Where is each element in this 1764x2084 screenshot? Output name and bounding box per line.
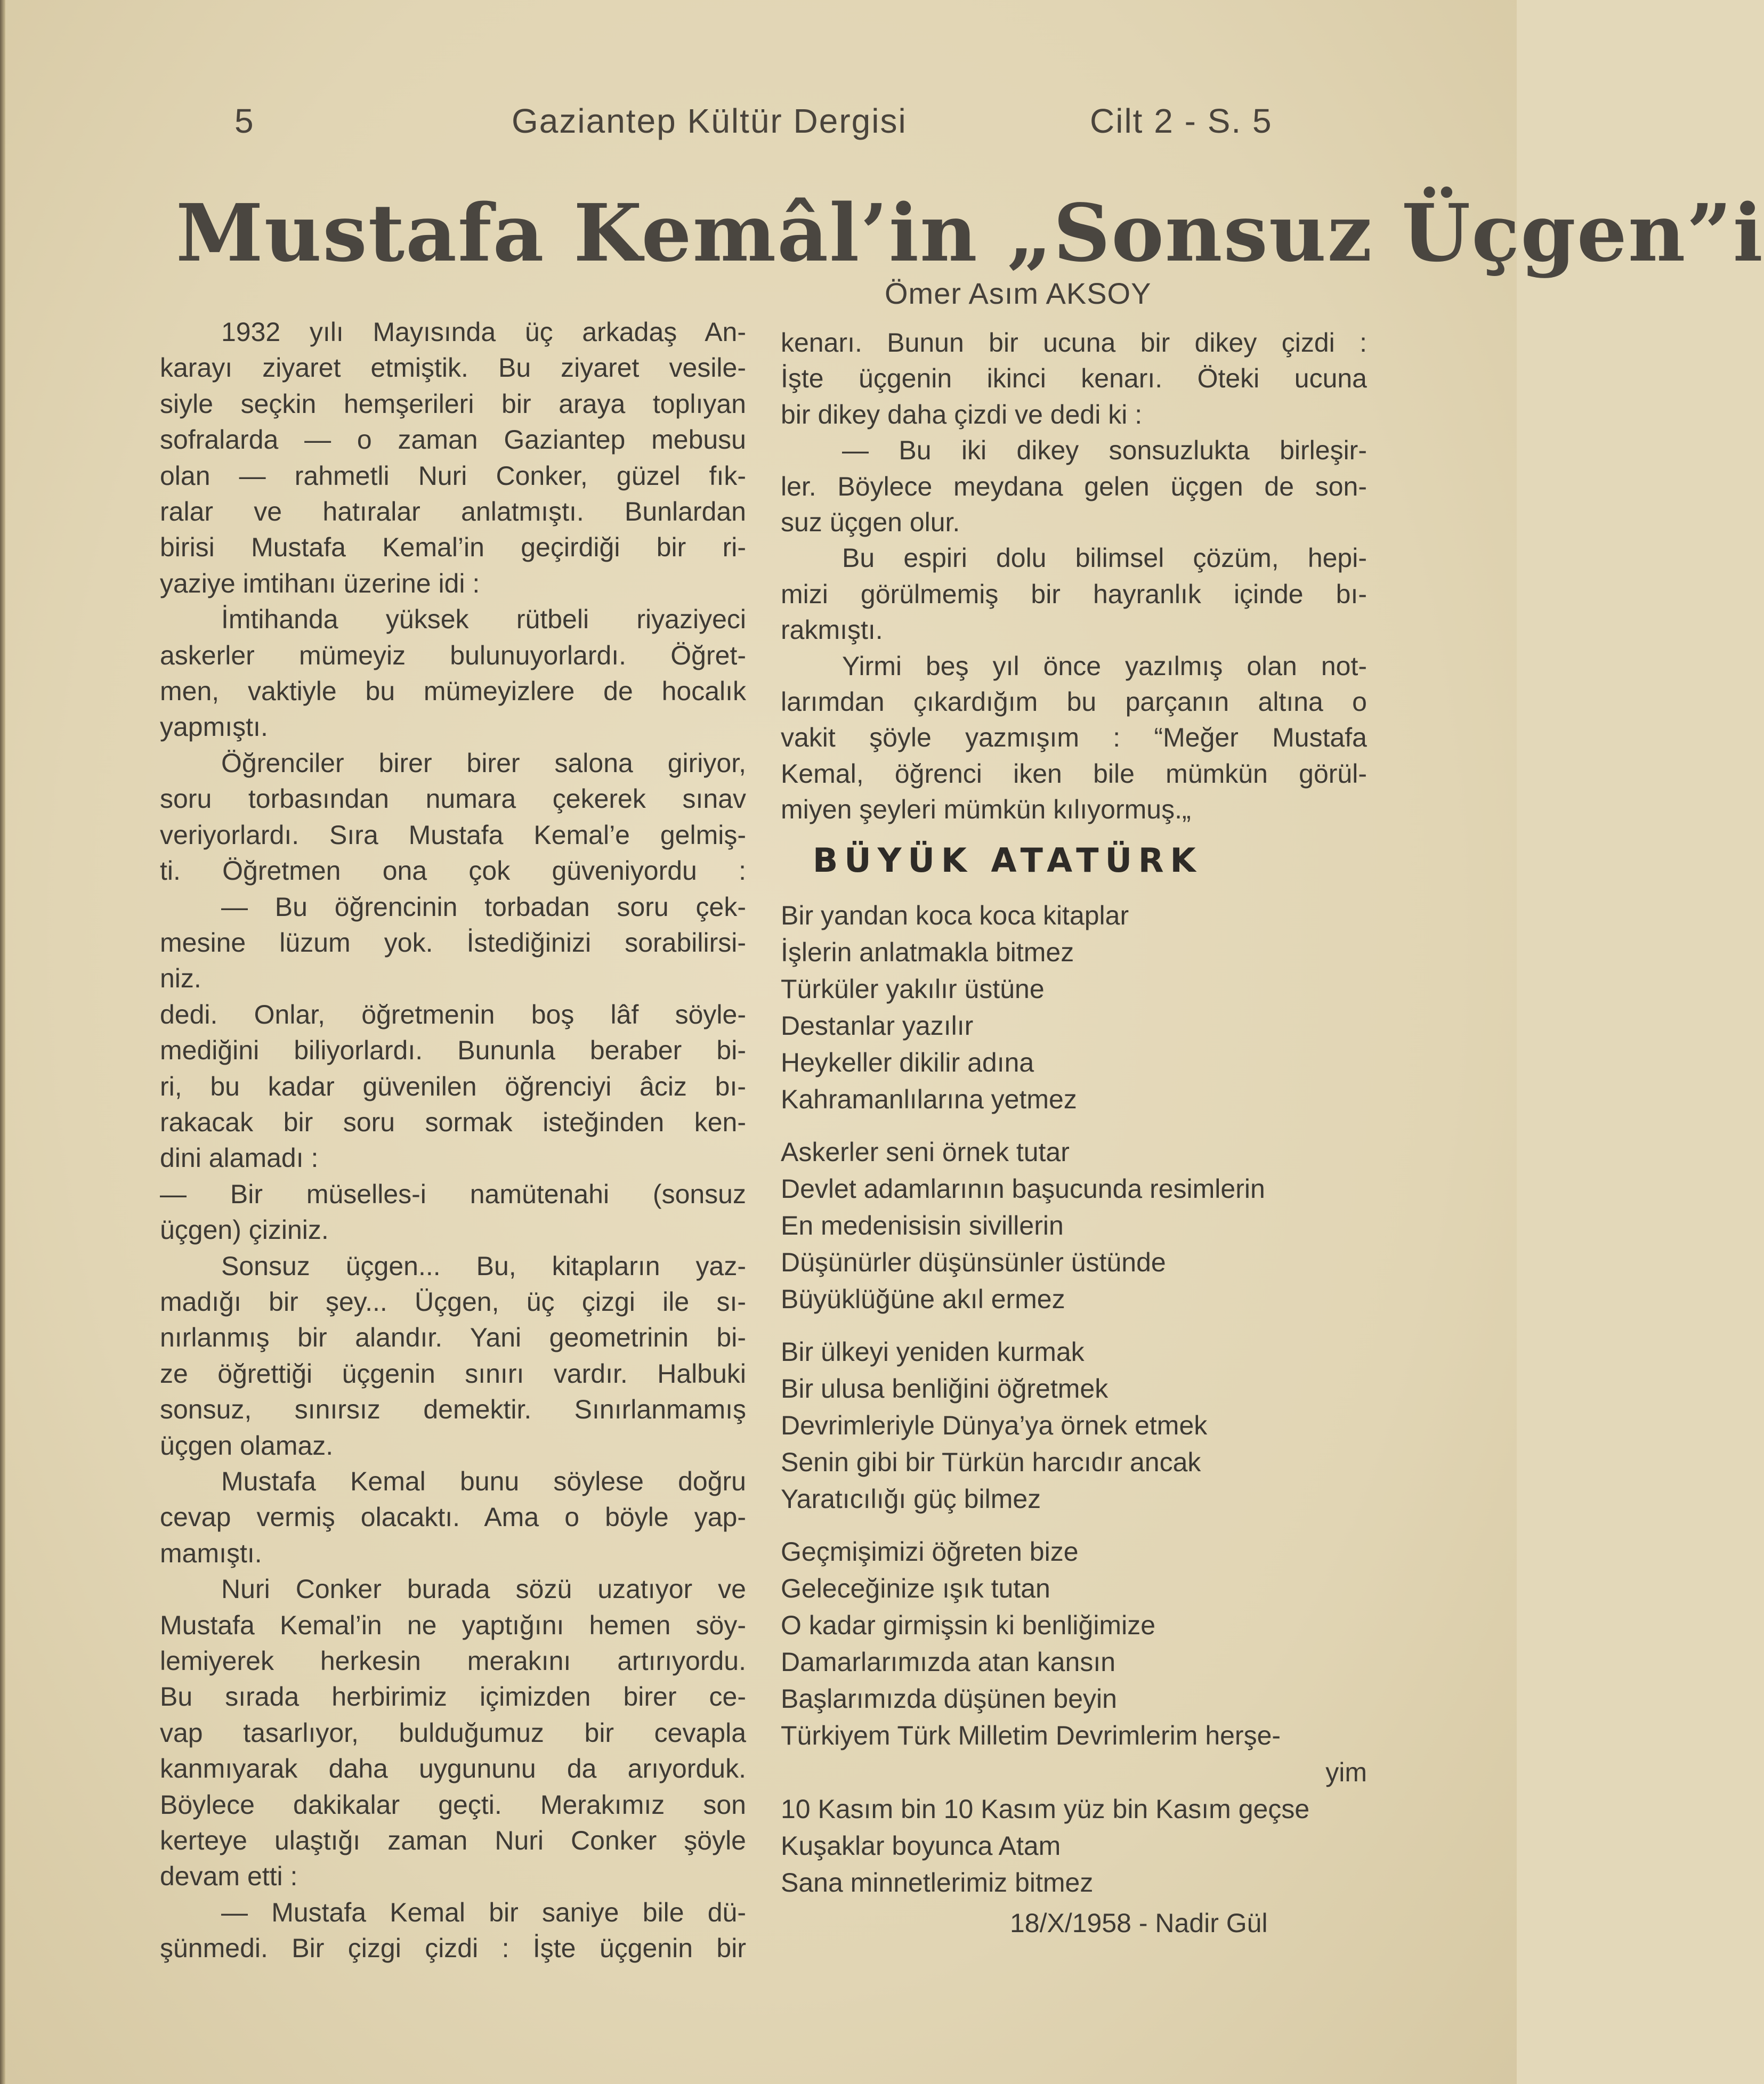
- page-number: 5: [234, 102, 255, 140]
- text-line: lemiyerek herkesin merakını artırıyordu.: [160, 1646, 746, 1676]
- page-binding-edge: [0, 0, 5, 2084]
- poem-line: Devrimleriyle Dünya’ya örnek etmek: [781, 1410, 1208, 1440]
- text-line: devam etti :: [160, 1861, 298, 1892]
- text-line: dedi. Onlar, öğretmenin boş lâf söyle-: [160, 999, 746, 1029]
- text-line: İmtihanda yüksek rütbeli riyaziyeci: [221, 604, 746, 635]
- text-line: — Bir müselles-i namütenahi (sonsuz: [160, 1179, 746, 1209]
- text-line: — Bu iki dikey sonsuzlukta birleşir-: [842, 435, 1367, 466]
- text-line: dini alamadı :: [160, 1143, 319, 1173]
- article-body-continuation: [781, 325, 1367, 828]
- text-line: niz.: [160, 963, 201, 994]
- text-line: Öğrenciler birer birer salona giriyor,: [221, 748, 746, 778]
- text-line: sonsuz, sınırsız demektir. Sınırlanmamış: [160, 1394, 746, 1425]
- text-line: Sonsuz üçgen... Bu, kitapların yaz-: [221, 1251, 746, 1281]
- volume-issue: Cilt 2 - S. 5: [1090, 102, 1273, 140]
- text-line: mamıştı.: [160, 1538, 262, 1568]
- poem-stanza: [781, 1534, 1367, 1901]
- poem-line: Büyüklüğüne akıl ermez: [781, 1284, 1065, 1314]
- article-author: Ömer Asım AKSOY: [885, 277, 1152, 310]
- text-line: ler. Böylece meydana gelen üçgen de son-: [781, 471, 1367, 501]
- text-line: nırlanmış bir alandır. Yani geometrinin bi-: [160, 1323, 746, 1353]
- poem-line: 10 Kasım bin 10 Kasım yüz bin Kasım geçse: [781, 1794, 1310, 1824]
- poem-line: O kadar girmişsin ki benliğimize: [781, 1610, 1156, 1640]
- poem-signature: 18/X/1958 - Nadir Gül: [1010, 1908, 1268, 1938]
- article-column-right: [781, 325, 1367, 1942]
- text-line: mediğini biliyorlardı. Bununla beraber bi-: [160, 1035, 746, 1066]
- poem-line: yim: [1325, 1757, 1367, 1787]
- poem-stanza: [781, 1134, 1367, 1318]
- text-line: Nuri Conker burada sözü uzatıyor ve: [221, 1574, 746, 1604]
- text-line: şünmedi. Bir çizgi çizdi : İşte üçgenin bir: [160, 1933, 746, 1964]
- poem-line: Damarlarımızda atan kansın: [781, 1647, 1116, 1677]
- text-line: askerler mümeyiz bulunuyorlardı. Öğret-: [160, 640, 746, 670]
- poem-line: Heykeller dikilir adına: [781, 1047, 1034, 1077]
- text-line: üçgen) çiziniz.: [160, 1215, 329, 1245]
- poem-line: Türküler yakılır üstüne: [781, 974, 1045, 1004]
- text-line: ri, bu kadar güvenilen öğrenciyi âciz bı-: [160, 1071, 746, 1101]
- text-line: yapmıştı.: [160, 712, 268, 742]
- text-line: Bu sırada herbirimiz içimizden birer ce-: [160, 1682, 746, 1712]
- text-line: Bu espiri dolu bilimsel çözüm, hepi-: [842, 543, 1367, 573]
- text-line: Kemal, öğrenci iken bile mümkün görül-: [781, 758, 1367, 789]
- text-line: olan — rahmetli Nuri Conker, güzel fık-: [160, 460, 746, 491]
- poem-line: Yaratıcılığı güç bilmez: [781, 1483, 1041, 1514]
- text-line: veriyorlardı. Sıra Mustafa Kemal’e gelmiş-: [160, 820, 746, 850]
- text-line: rakmıştı.: [781, 615, 883, 645]
- text-line: kanmıyarak daha uygununu da arıyorduk.: [160, 1754, 746, 1784]
- journal-name: Gaziantep Kültür Dergisi: [512, 102, 907, 140]
- text-line: yaziye imtihanı üzerine idi :: [160, 568, 480, 598]
- poem-line: Sana minnetlerimiz bitmez: [781, 1867, 1094, 1898]
- poem-body: [781, 897, 1367, 1901]
- text-line: Yirmi beş yıl önce yazılmış olan not-: [842, 651, 1367, 681]
- poem-line: Geleceğinize ışık tutan: [781, 1573, 1050, 1603]
- poem-line: Devlet adamlarının başucunda resimlerin: [781, 1173, 1265, 1204]
- poem-line: Kuşaklar boyunca Atam: [781, 1830, 1061, 1861]
- text-line: larımdan çıkardığım bu parçanın altına o: [781, 687, 1367, 717]
- text-line: vakit şöyle yazmışım : “Meğer Mustafa: [781, 723, 1367, 753]
- poem-line: Geçmişimizi öğreten bize: [781, 1536, 1079, 1567]
- text-line: Mustafa Kemal’in ne yaptığını hemen söy-: [160, 1610, 746, 1640]
- poem-line: Bir ülkeyi yeniden kurmak: [781, 1336, 1085, 1367]
- text-line: karayı ziyaret etmiştik. Bu ziyaret vesile-: [160, 353, 746, 383]
- poem-line: Kahramanlılarına yetmez: [781, 1084, 1077, 1114]
- text-line: İşte üçgenin ikinci kenarı. Öteki ucuna: [781, 363, 1367, 394]
- poem-line: Bir ulusa benliğini öğretmek: [781, 1373, 1108, 1404]
- poem-line: Türkiyem Türk Milletim Devrimlerim herşe-: [781, 1720, 1281, 1750]
- poem-title: BÜYÜK ATATÜRK: [813, 840, 1202, 880]
- text-line: üçgen olamaz.: [160, 1430, 334, 1461]
- poem-line: Senin gibi bir Türkün harcıdır ancak: [781, 1447, 1201, 1477]
- text-line: ti. Öğretmen ona çok güveniyordu :: [160, 856, 746, 886]
- text-line: madığı bir şey... Üçgen, üç çizgi ile sı-: [160, 1286, 746, 1317]
- text-line: Mustafa Kemal bunu söylese doğru: [221, 1466, 746, 1496]
- text-line: ralar ve hatıralar anlatmıştı. Bunlardan: [160, 497, 746, 527]
- poem-line: Destanlar yazılır: [781, 1010, 974, 1041]
- text-line: mizi görülmemiş bir hayranlık içinde bı-: [781, 579, 1367, 609]
- poem-stanza: [781, 1334, 1367, 1518]
- text-line: siyle seçkin hemşerileri bir araya toplıyan: [160, 388, 746, 419]
- text-line: sofralarda — o zaman Gaziantep mebusu: [160, 425, 746, 455]
- text-line: 1932 yılı Mayısında üç arkadaş An-: [221, 317, 746, 347]
- text-line: birisi Mustafa Kemal’in geçirdiği bir ri-: [160, 532, 746, 563]
- poem-line: İşlerin anlatmakla bitmez: [781, 937, 1074, 967]
- text-line: bir dikey daha çizdi ve dedi ki :: [781, 399, 1143, 429]
- poem-line: En medenisisin sivillerin: [781, 1210, 1064, 1240]
- text-line: kenarı. Bunun bir ucuna bir dikey çizdi :: [781, 328, 1367, 358]
- poem-line: Askerler seni örnek tutar: [781, 1137, 1070, 1167]
- poem-line: Bir yandan koca koca kitaplar: [781, 900, 1129, 930]
- article-column-left: [160, 314, 746, 1967]
- poem-line: Başlarımızda düşünen beyin: [781, 1683, 1117, 1714]
- poem-stanza: [781, 897, 1367, 1118]
- text-line: vap tasarlıyor, bulduğumuz bir cevapla: [160, 1717, 746, 1748]
- article-title: Mustafa Kemâl’in „Sonsuz Üçgen”i: [176, 186, 1764, 279]
- text-line: suz üçgen olur.: [781, 507, 960, 538]
- text-line: ze öğrettiği üçgenin sınırı vardır. Halbuki: [160, 1358, 746, 1389]
- text-line: cevap vermiş olacaktı. Ama o böyle yap-: [160, 1502, 746, 1532]
- text-line: soru torbasından numara çekerek sınav: [160, 784, 746, 814]
- poem-line: Düşünürler düşünsünler üstünde: [781, 1247, 1166, 1277]
- running-header: [160, 101, 1290, 149]
- text-line: men, vaktiyle bu mümeyizlere de hocalık: [160, 676, 746, 707]
- text-line: miyen şeyleri mümkün kılıyormuş.„: [781, 794, 1191, 825]
- text-line: — Bu öğrencinin torbadan soru çek-: [221, 891, 746, 922]
- text-line: rakacak bir soru sormak isteğinden ken-: [160, 1107, 746, 1137]
- text-line: kerteye ulaştığı zaman Nuri Conker şöyle: [160, 1826, 746, 1856]
- text-line: Böylece dakikalar geçti. Merakımız son: [160, 1789, 746, 1820]
- text-line: mesine lüzum yok. İstediğinizi sorabilirsi-: [160, 927, 746, 958]
- text-line: — Mustafa Kemal bir saniye bile dü-: [221, 1897, 746, 1927]
